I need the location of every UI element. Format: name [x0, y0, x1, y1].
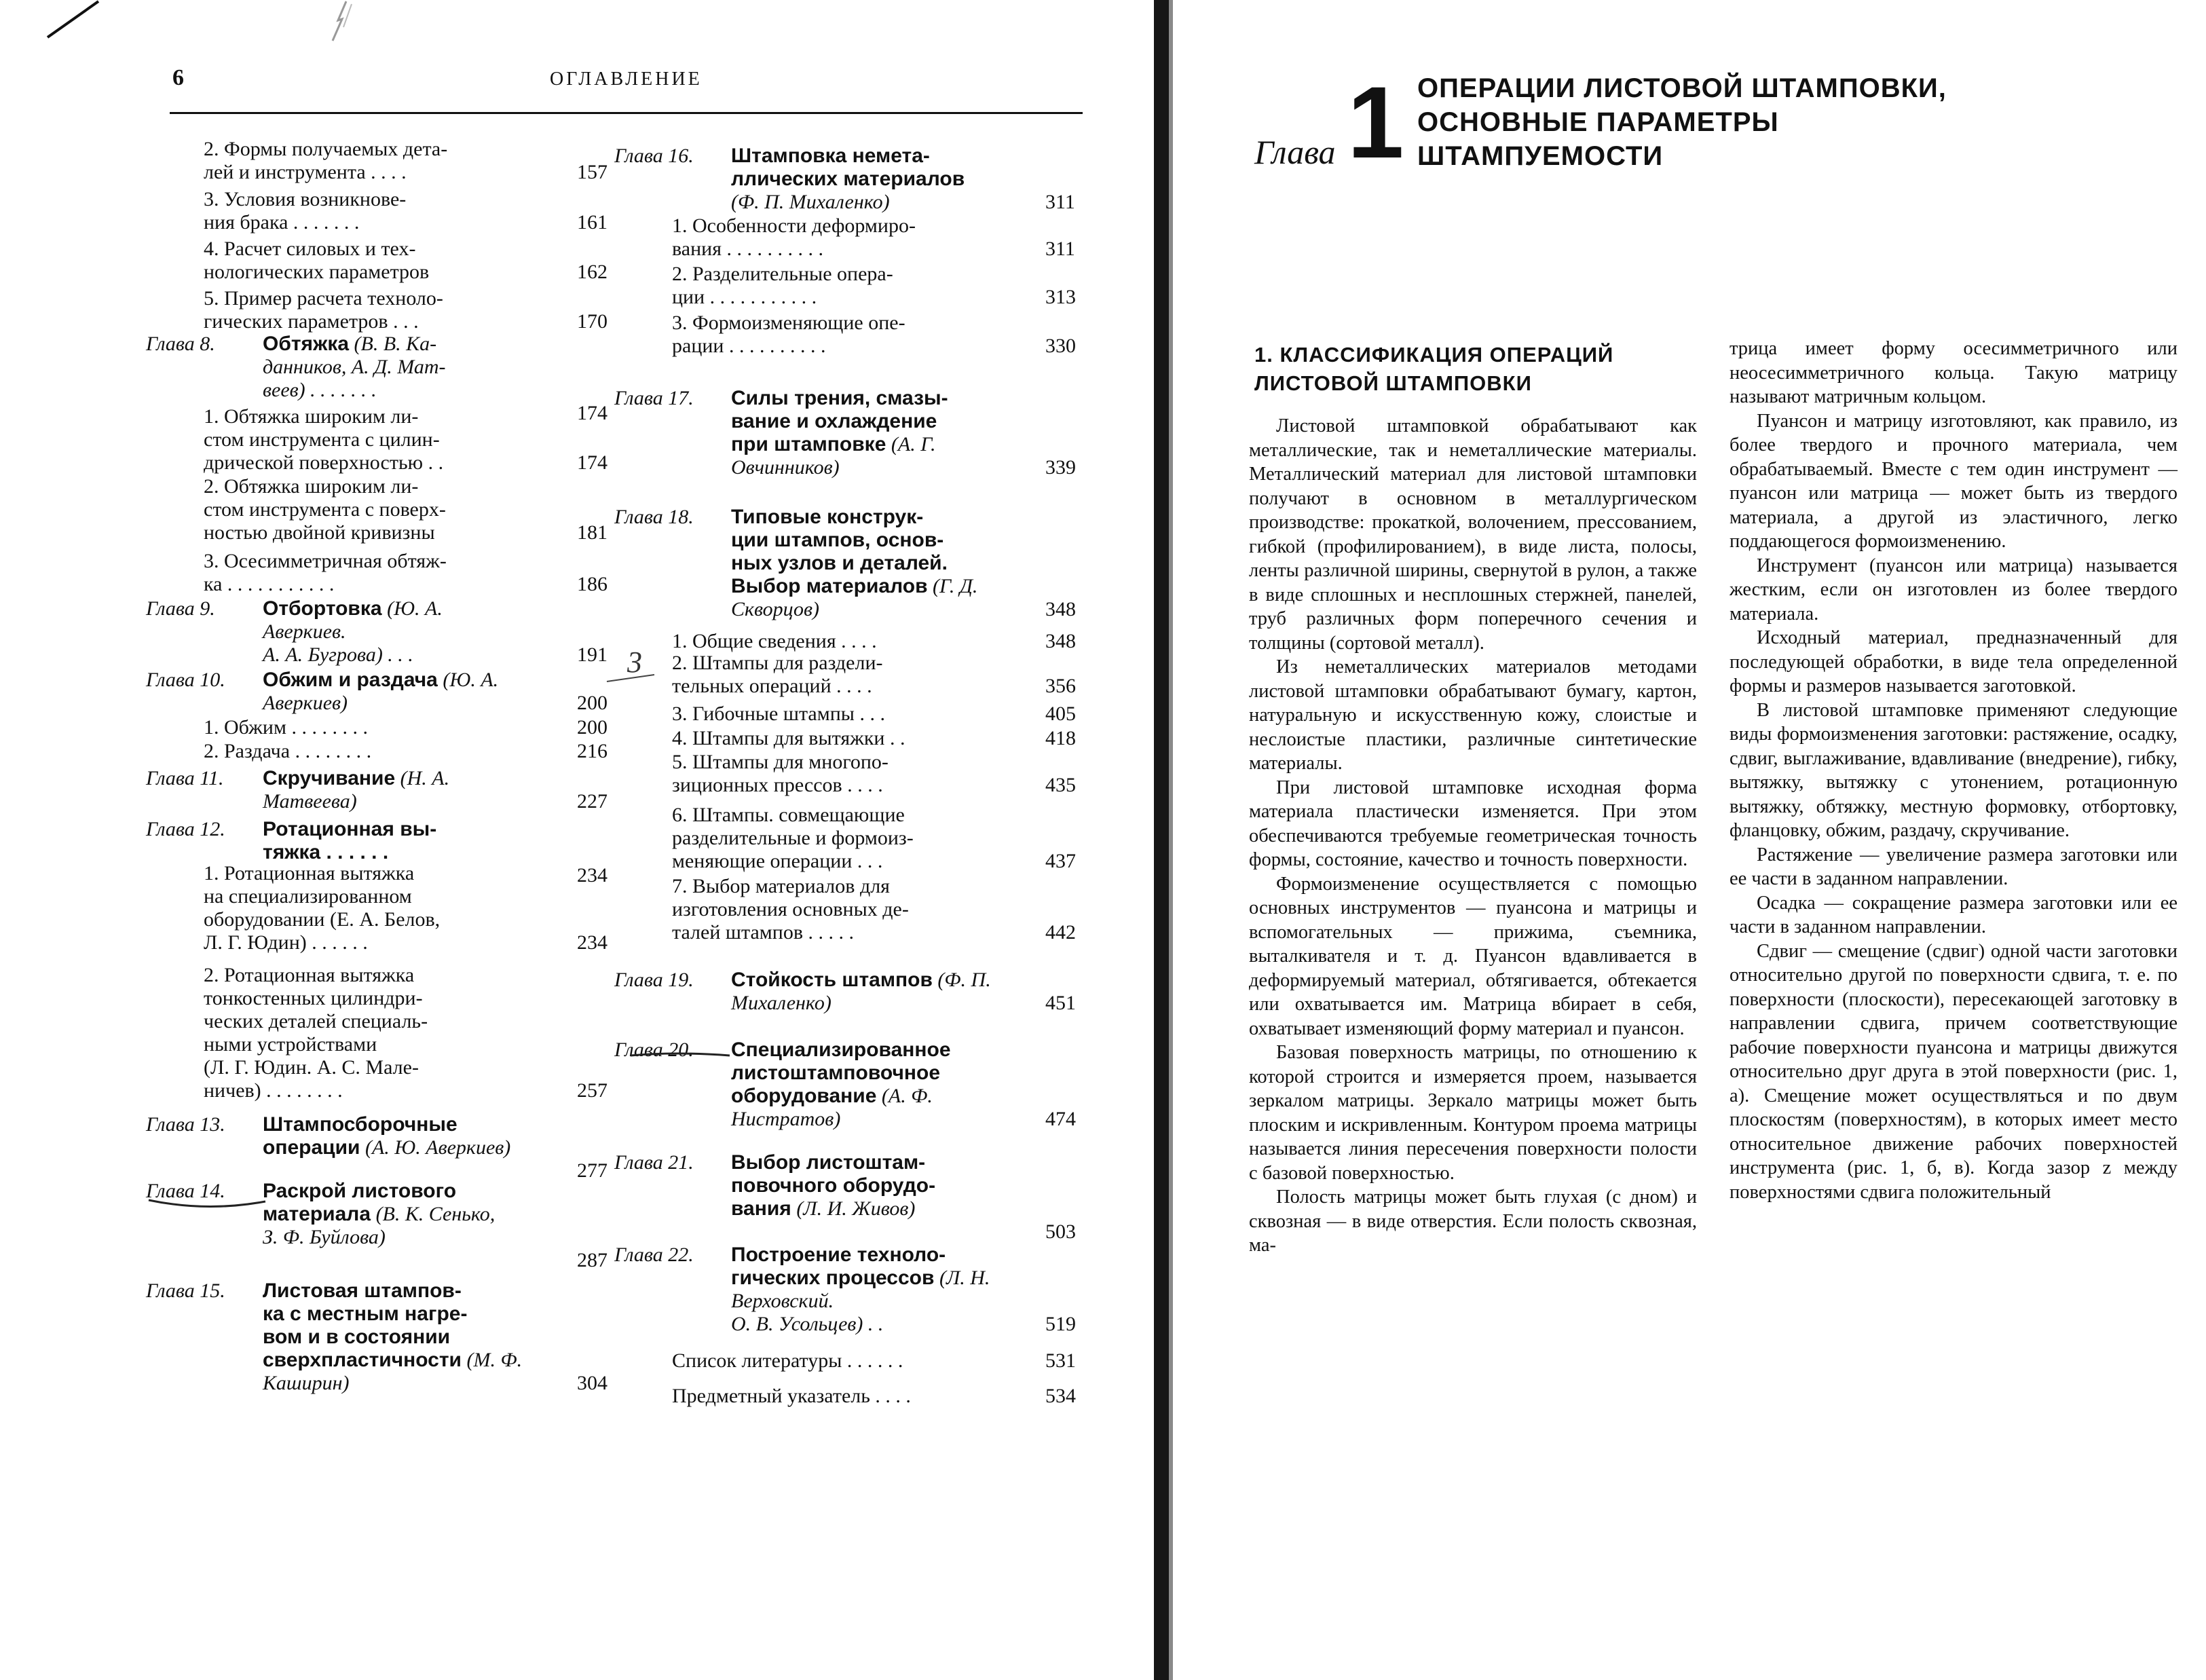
- toc-chapter-title: Обтяжка: [263, 333, 350, 355]
- toc-page-number: 451: [1045, 992, 1076, 1014]
- header-rule: [170, 112, 1083, 114]
- text-column-1: [1249, 414, 1697, 1258]
- toc-chapter-title: Отбортовка: [263, 597, 382, 620]
- toc-page-number: 474: [1045, 1108, 1076, 1130]
- toc-page-number: 181: [577, 521, 607, 544]
- toc-chapter-title: Штамповка немета- ллических материалов: [731, 145, 965, 190]
- page-gutter-shadow: [1169, 0, 1173, 1680]
- paragraph: Сдвиг — смещение (сдвиг) одной части заготовки относительно другой по поверхности сдвига, т. е. по поверхности (плоскости), пересекающей заготовку в направлении сдвига, причем соответствующие рабочие поверхности пуансона и матрицы движутся относительно друг друга в этой поверхности (рис. 1, а). Смещение может осуществляться и по двум плоскостям (поверхностям), в которых имеет место относительное движение рабочих поверхностей инструмента (рис. 1, б, в). Когда зазор z между поверхностями сдвига положительный: [1730, 940, 2177, 1203]
- toc-entry: 4. Штампы для вытяжки . .: [672, 727, 905, 749]
- toc-chapter-title: Раскрой листового материала: [263, 1180, 457, 1225]
- toc-page-number: 304: [577, 1372, 607, 1394]
- toc-entry: 1. Ротационная вытяжка на специализированном оборудовании (Е. А. Белов, Л. Г. Юдин) . . . . . .: [204, 862, 441, 954]
- toc-entry: 3. Гибочные штампы . . .: [672, 703, 885, 725]
- toc-page-number: 191: [577, 643, 607, 666]
- toc-entry: Предметный указатель . . . .: [672, 1385, 911, 1407]
- toc-entry: 2. Разделительные опера- ции . . . . . . . . . . .: [672, 263, 893, 308]
- toc-page-number: 503: [1045, 1220, 1076, 1243]
- paragraph: трица имеет форму осесимметричного или неосесимметричного кольца. Такую матрицу называют матричным кольцом.: [1730, 338, 2177, 407]
- toc-entry: [146, 767, 523, 813]
- toc-chapter-label: Глава 8.: [146, 333, 215, 355]
- toc-chapter-title: Скручивание: [263, 767, 396, 789]
- toc-chapter-authors: (Л. Н. Верховский. О. В. Усольцев) . .: [731, 1267, 990, 1335]
- toc-page-number: 174: [577, 402, 607, 424]
- toc-page-number: 287: [577, 1249, 607, 1271]
- toc-chapter-authors: (А. Ф. Нистратов): [731, 1085, 933, 1130]
- toc-chapter-label: Глава 9.: [146, 597, 215, 620]
- paragraph: Полость матрицы может быть глухая (с дном) и сквозная — в виде отверстия. Если полость сквозная, ма-: [1249, 1187, 1697, 1256]
- chapter-word: Глава: [1254, 133, 1336, 171]
- paragraph: Растяжение — увеличение размера заготовки или ее части в заданном направлении.: [1730, 844, 2177, 889]
- toc-entry: [614, 1244, 994, 1336]
- toc-entry: 3. Осесимметричная обтяж- ка . . . . . . . . . . .: [204, 550, 447, 595]
- toc-entry: [146, 333, 523, 402]
- toc-entry: 2. Ротационная вытяжка тонкостенных цилиндри- ческих деталей специаль- ными устройствами (Л. Г. Юдин. А. С. Мале- ничев) . . . . . . . .: [204, 964, 428, 1102]
- paragraph: Из неметаллических материалов методами листовой штамповки обрабатывают бумагу, картон, натуральную и искусственную кожу, слоистые и неслоистые пластики, различные синтетические материалы.: [1249, 656, 1697, 774]
- toc-page-number: 442: [1045, 921, 1076, 944]
- toc-entry: 2. Раздача . . . . . . . .: [204, 740, 372, 762]
- handwritten-mark: 3: [627, 646, 642, 679]
- toc-entry: [146, 1113, 523, 1159]
- toc-entry: 5. Пример расчета техноло- гических параметров . . .: [204, 287, 443, 333]
- toc-chapter-label: Глава 17.: [614, 387, 694, 409]
- scan-smudge-mark: [319, 0, 360, 48]
- toc-chapter-authors: (Г. Д. Скворцов): [731, 575, 978, 620]
- toc-entry: 7. Выбор материалов для изготовления основных де- талей штампов . . . . .: [672, 875, 909, 944]
- paragraph: Исходный материал, предназначенный для последующей обработки, в виде тела определенной формы и размеров называется заготовкой.: [1730, 627, 2177, 696]
- toc-page-number: 234: [577, 931, 607, 954]
- toc-page-number: 277: [577, 1159, 607, 1182]
- toc-page-number: 200: [577, 716, 607, 739]
- toc-page-number: 311: [1045, 191, 1075, 213]
- toc-chapter-label: Глава 11.: [146, 767, 224, 789]
- toc-page-number: 418: [1045, 727, 1076, 749]
- toc-page-number: 437: [1045, 850, 1076, 872]
- toc-chapter-label: Глава 21.: [614, 1151, 694, 1174]
- toc-chapter-label: Глава 18.: [614, 506, 694, 528]
- toc-entry: [614, 969, 994, 1015]
- toc-chapter-authors: (А. Г. Овчинников): [731, 433, 936, 479]
- toc-entry: 5. Штампы для многопо- зиционных прессов . . . .: [672, 751, 889, 796]
- toc-entry: [146, 1280, 523, 1395]
- toc-chapter-title: Силы трения, смазы- вание и охлаждение при штамповке: [731, 387, 948, 455]
- handwritten-stroke: [604, 672, 658, 686]
- toc-entry: [146, 669, 523, 715]
- toc-page-number: 339: [1045, 456, 1076, 479]
- toc-chapter-authors: (Н. А. Матвеева): [263, 767, 450, 813]
- toc-entry: [614, 145, 994, 214]
- paragraph: Осадка — сокращение размера заготовки или ее части в заданном направлении.: [1730, 892, 2177, 937]
- toc-chapter-title: Специализированное листоштамповочное оборудование: [731, 1039, 951, 1107]
- toc-chapter-label: Глава 13.: [146, 1113, 225, 1136]
- toc-chapter-authors: (В. К. Сенько, З. Ф. Буйлова): [263, 1203, 496, 1248]
- toc-page-number: 313: [1045, 286, 1076, 308]
- paragraph: Листовой штамповкой обрабатывают как металлические, так и неметаллические материалы. Металлический материал для листовой штамповки получают в основном в металлургическом производстве: прокаткой, волочением, прессованием, гибкой (профилированием), в виде листа, полосы, ленты различной ширины, свернутой в рулон, а также в виде сплошных и несплошных стержней, панелей, труб различных форм поперечного сечения и толщины (сортовой металл).: [1249, 415, 1697, 654]
- paragraph: Пуансон и матрицу изготовляют, как правило, из более твердого и прочного материала, чем обрабатываемый. Вместе с тем один инструмент — пуансон или матрица — может быть из твердого материала, а другой из эластичного, легко поддающегося формоизменению.: [1730, 410, 2177, 552]
- toc-chapter-authors: (В. В. Ка- данников, А. Д. Мат- веев) . . . . . . .: [263, 333, 446, 401]
- toc-chapter-title: Построение техноло- гических процессов: [731, 1244, 946, 1289]
- toc-chapter-label: Глава 14.: [146, 1180, 225, 1202]
- toc-chapter-label: Глава 19.: [614, 969, 694, 991]
- toc-page-number: 531: [1045, 1349, 1076, 1372]
- toc-chapter-authors: (Ю. А. Аверкиев): [263, 669, 499, 714]
- toc-chapter-label: Глава 15.: [146, 1280, 225, 1302]
- toc-entry: 1. Обжим . . . . . . . .: [204, 716, 368, 739]
- toc-entry: [146, 818, 523, 864]
- toc-entry: [614, 506, 994, 621]
- scan-stroke-mark: [41, 0, 102, 41]
- toc-page-number: 161: [577, 211, 607, 234]
- toc-page-number: 348: [1045, 598, 1076, 620]
- toc-page-number: 200: [577, 692, 607, 714]
- toc-chapter-authors: (Ю. А. Аверкиев. А. А. Бугрова) . . .: [263, 597, 443, 666]
- toc-page-number: 405: [1045, 703, 1076, 725]
- toc-chapter-label: Глава 20.: [614, 1039, 694, 1061]
- paragraph: В листовой штамповке применяют следующие виды формоизменения заготовки: растяжение, осадку, сдвиг, выглаживание, вдавливание (внедрение), гибку, вытяжку, вытяжку с утонением, ротационную вытяжку, обтяжку, местную формовку, отбортовку, фланцовку, обжим, раздачу, скручивание.: [1730, 699, 2177, 841]
- page-gutter: [1154, 0, 1169, 1680]
- toc-chapter-title: Ротационная вы- тяжка . . . . . .: [263, 818, 437, 863]
- toc-chapter-title: Штампосборочные операции: [263, 1113, 457, 1159]
- paragraph: Формоизменение осуществляется с помощью основных инструментов — пуансона и матрицы и вспомогательных — прижима, съемника, выталкивателя и т. д. Пуансон вдавливается в деформируемый материал, обтягивается, обтекается или охватывается им. Матрица вбирает в себя, охватывает изменяющий форму материал и пуансон.: [1249, 873, 1697, 1039]
- toc-entry: 2. Формы получаемых дета- лей и инструмента . . . .: [204, 138, 448, 183]
- toc-page-number: 170: [577, 310, 607, 333]
- toc-page-number: 534: [1045, 1385, 1076, 1407]
- toc-entry: 2. Обтяжка широким ли- стом инструмента с поверх- ностью двойной кривизны: [204, 475, 446, 544]
- running-head: ОГЛАВЛЕНИЕ: [550, 69, 703, 90]
- toc-chapter-title: Типовые конструк- ции штампов, основ- ных узлов и деталей. Выбор материалов: [731, 506, 948, 597]
- toc-page-number: 330: [1045, 335, 1076, 357]
- toc-page-number: 356: [1045, 675, 1076, 697]
- toc-chapter-label: Глава 10.: [146, 669, 225, 691]
- toc-entry: [614, 387, 994, 479]
- toc-chapter-authors: (М. Ф. Каширин): [263, 1349, 523, 1394]
- toc-chapter-authors: (Ф. П. Михаленко): [731, 191, 890, 213]
- toc-chapter-authors: (Л. И. Живов): [796, 1197, 916, 1220]
- text-column-2: [1730, 337, 2177, 1204]
- toc-chapter-title: Выбор листоштам- повочного оборудо- вания: [731, 1151, 936, 1220]
- toc-page-number: 227: [577, 790, 607, 813]
- toc-entry: [614, 1151, 994, 1220]
- toc-entry: 1. Общие сведения . . . .: [672, 630, 877, 652]
- toc-page-number: 162: [577, 261, 607, 283]
- underline-pen-mark-2: [628, 1049, 736, 1062]
- toc-page-number: 234: [577, 864, 607, 886]
- paragraph: Инструмент (пуансон или матрица) называется жестким, если он изготовлен из более твердого материала.: [1730, 555, 2177, 624]
- toc-page-number: 157: [577, 161, 607, 183]
- chapter-title: ОПЕРАЦИИ ЛИСТОВОЙ ШТАМПОВКИ, ОСНОВНЫЕ ПАРАМЕТРЫ ШТАМПУЕМОСТИ: [1417, 73, 1947, 171]
- page-number: 6: [172, 65, 184, 90]
- toc-page-number: 519: [1045, 1313, 1076, 1335]
- toc-page-number: 174: [577, 451, 607, 474]
- toc-chapter-title: Обжим и раздача: [263, 669, 438, 691]
- toc-entry: 1. Особенности деформиро- вания . . . . . . . . . .: [672, 214, 916, 260]
- toc-page-number: 257: [577, 1079, 607, 1102]
- toc-entry: 6. Штампы. совмещающие разделительные и формоиз- меняющие операции . . .: [672, 804, 914, 872]
- toc-chapter-label: Глава 12.: [146, 818, 225, 840]
- paragraph: При листовой штамповке исходная форма материала пластически изменяется. При этом обеспечиваются требуемые геометрическая точность формы, состояние, качество и точность поверхности.: [1249, 777, 1697, 870]
- chapter-number: 1: [1347, 65, 1404, 179]
- toc-entry: 2. Штампы для раздели- тельных операций . . . .: [672, 652, 883, 697]
- section-title: 1. КЛАССИФИКАЦИЯ ОПЕРАЦИЙ ЛИСТОВОЙ ШТАМПОВКИ: [1254, 343, 1614, 395]
- toc-entry: 3. Условия возникнове- ния брака . . . . . . .: [204, 188, 407, 234]
- toc-chapter-authors: (Ф. П. Михаленко): [731, 969, 991, 1014]
- toc-chapter-authors: (А. Ю. Аверкиев): [364, 1136, 511, 1159]
- toc-entry: 4. Расчет силовых и тех- нологических параметров: [204, 238, 430, 283]
- toc-entry: 1. Обтяжка широким ли- стом инструмента с цилин- дрической поверхностью . .: [204, 405, 444, 474]
- toc-chapter-label: Глава 16.: [614, 145, 694, 167]
- toc-entry: [146, 597, 523, 667]
- toc-entry: Список литературы . . . . . .: [672, 1349, 903, 1372]
- toc-entry: 3. Формоизменяющие опе- рации . . . . . . . . . .: [672, 312, 905, 357]
- toc-page-number: 186: [577, 573, 607, 595]
- toc-page-number: 435: [1045, 774, 1076, 796]
- paragraph: Базовая поверхность матрицы, по отношению к которой строится и измеряется проем, называется зеркалом матрицы. Зеркало матрицы может быть плоским и искривленным. Контуром проема матрицы называется линия пересечения поверхности полости с базовой поверхностью.: [1249, 1042, 1697, 1184]
- underline-pen-mark: [146, 1195, 268, 1215]
- toc-chapter-title: Стойкость штампов: [731, 969, 933, 991]
- toc-chapter-title: Листовая штампов- ка с местным нагре- вом и в состоянии сверхпластичности: [263, 1280, 468, 1371]
- toc-chapter-label: Глава 22.: [614, 1244, 694, 1266]
- toc-page-number: 311: [1045, 238, 1075, 260]
- toc-page-number: 216: [577, 740, 607, 762]
- toc-page-number: 348: [1045, 630, 1076, 652]
